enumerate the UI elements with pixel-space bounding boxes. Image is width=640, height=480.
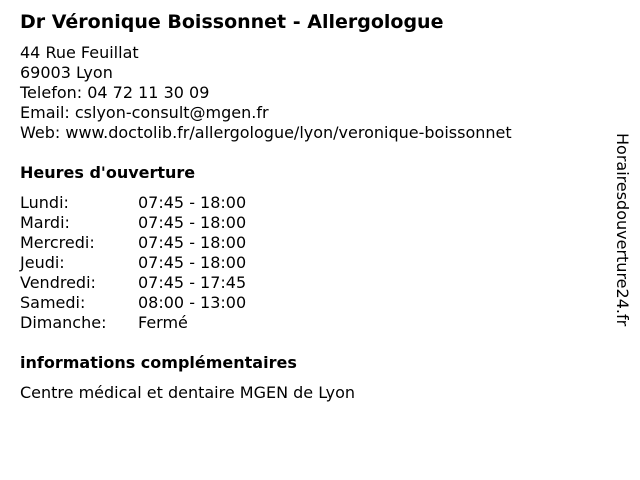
business-card: [20, 9, 600, 403]
opening-hours-heading: Heures d'ouverture: [20, 163, 196, 182]
day-label: Dimanche:: [20, 313, 107, 332]
hours-row-tuesday: [20, 213, 600, 233]
city-address: 69003 Lyon: [20, 63, 113, 82]
hours-row-friday: [20, 273, 600, 293]
opening-hours-list: [20, 193, 600, 333]
hours-value: 07:45 - 18:00: [138, 213, 247, 232]
site-watermark: Horairesdouverture24.fr: [613, 133, 632, 327]
hours-value: 08:00 - 13:00: [138, 293, 247, 312]
email-address: Email: cslyon-consult@mgen.fr: [20, 103, 269, 122]
day-label: Mardi:: [20, 213, 70, 232]
additional-info-text: Centre médical et dentaire MGEN de Lyon: [20, 383, 356, 402]
day-label: Mercredi:: [20, 233, 95, 252]
hours-value: 07:45 - 18:00: [138, 253, 247, 272]
address-block: [20, 43, 600, 143]
day-label: Lundi:: [20, 193, 69, 212]
page-title: Dr Véronique Boissonnet - Allergologue: [20, 11, 444, 33]
additional-info-heading: informations complémentaires: [20, 353, 297, 372]
day-label: Jeudi:: [20, 253, 65, 272]
hours-row-saturday: [20, 293, 600, 313]
phone-number: Telefon: 04 72 11 30 09: [20, 83, 210, 102]
hours-row-wednesday: [20, 233, 600, 253]
hours-value: 07:45 - 17:45: [138, 273, 247, 292]
hours-row-monday: [20, 193, 600, 213]
hours-value: Fermé: [138, 313, 188, 332]
day-label: Vendredi:: [20, 273, 96, 292]
hours-row-sunday: [20, 313, 600, 333]
website-address: Web: www.doctolib.fr/allergologue/lyon/veronique-boissonnet: [20, 123, 512, 142]
street-address: 44 Rue Feuillat: [20, 43, 139, 62]
hours-row-thursday: [20, 253, 600, 273]
hours-value: 07:45 - 18:00: [138, 233, 247, 252]
day-label: Samedi:: [20, 293, 86, 312]
hours-value: 07:45 - 18:00: [138, 193, 247, 212]
